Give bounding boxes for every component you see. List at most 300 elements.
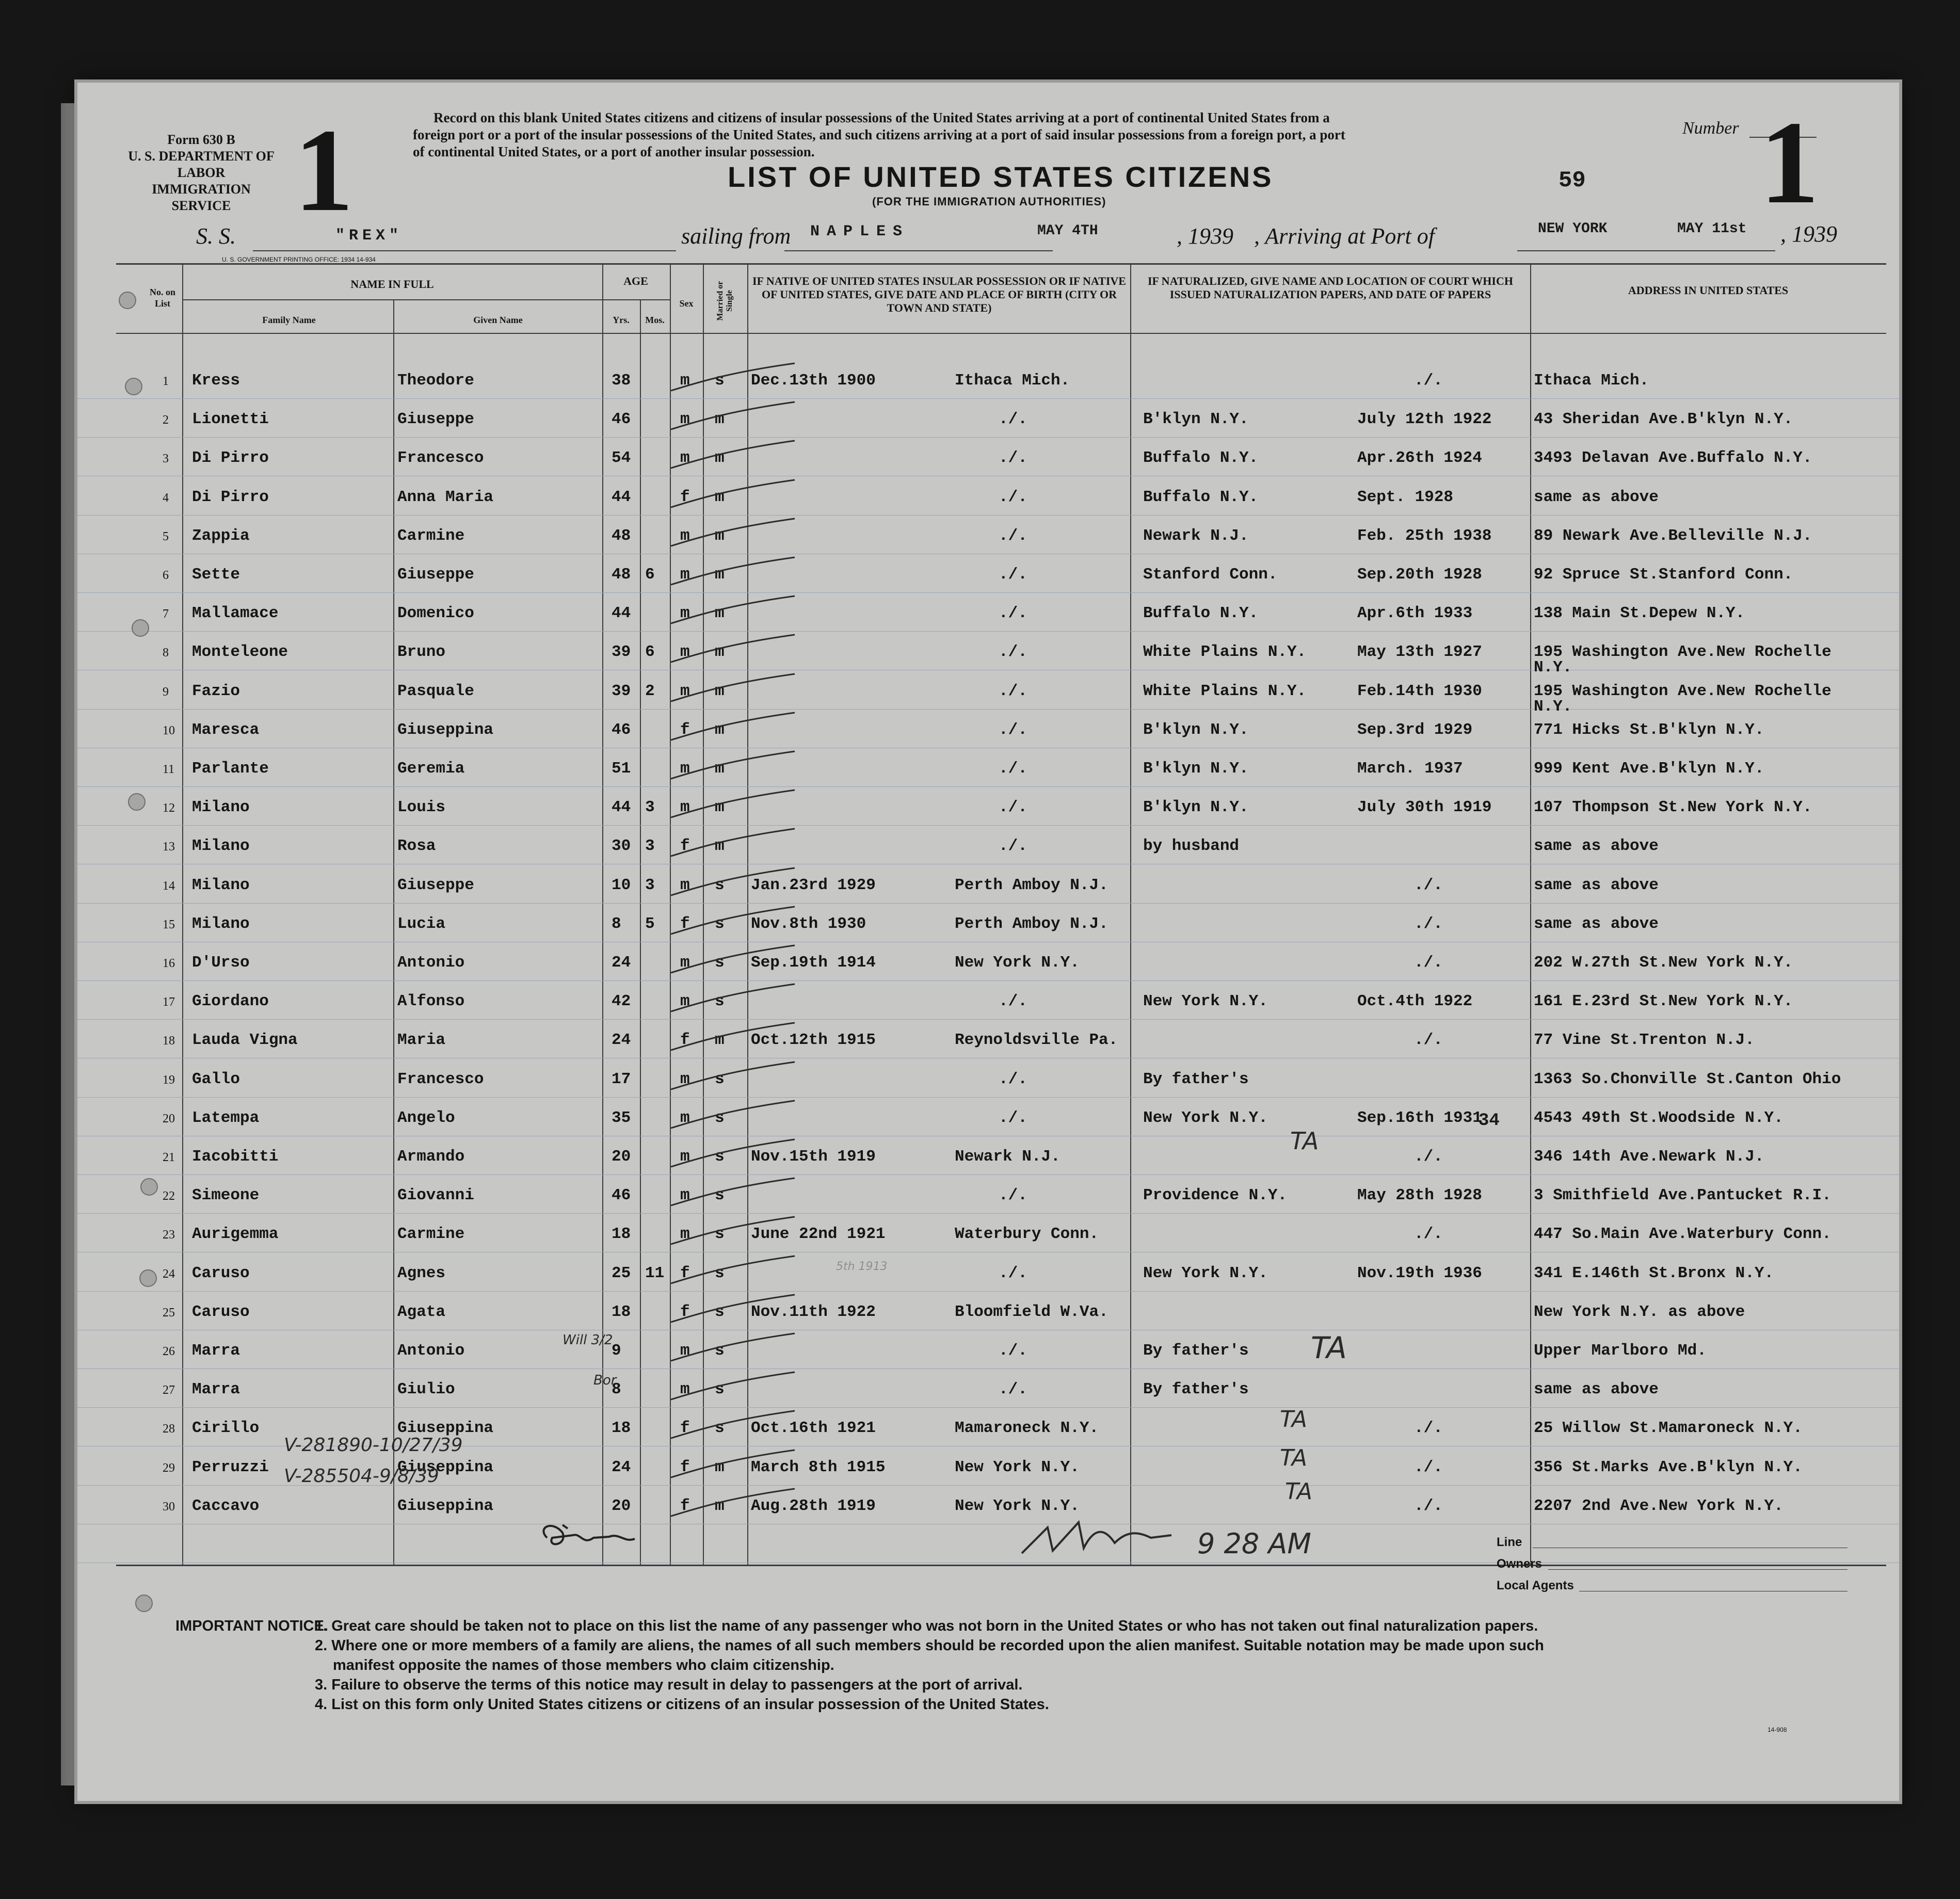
naturalization-date: ./. bbox=[1414, 1031, 1443, 1050]
birth-date: Oct.12th 1915 bbox=[751, 1031, 876, 1050]
marital-status: m bbox=[715, 526, 725, 545]
check-tick-mark bbox=[666, 750, 800, 781]
given-name: Carmine bbox=[397, 526, 465, 545]
given-name: Louis bbox=[397, 798, 446, 817]
form-info bbox=[124, 132, 279, 214]
sex: f bbox=[680, 720, 690, 739]
naturalization-court: By father's bbox=[1143, 1070, 1249, 1088]
given-name: Giuseppe bbox=[397, 410, 474, 429]
age-months: 5 bbox=[645, 914, 655, 933]
naturalization-date: ./. bbox=[1414, 1225, 1443, 1244]
birth-date: Aug.28th 1919 bbox=[751, 1496, 876, 1515]
sex: m bbox=[680, 643, 690, 662]
us-address: 2207 2nd Ave.New York N.Y. bbox=[1534, 1496, 1784, 1515]
row-number: 7 bbox=[163, 607, 169, 621]
ta-mark-row29: TA bbox=[1280, 1445, 1307, 1471]
marital-status: s bbox=[715, 1302, 725, 1321]
age-months: 6 bbox=[645, 566, 655, 584]
marital-status: m bbox=[715, 798, 725, 817]
given-name: Giuseppe bbox=[397, 876, 474, 894]
sex: m bbox=[680, 449, 690, 468]
birth-place: ./. bbox=[999, 488, 1027, 506]
notice-heading: IMPORTANT NOTICE. bbox=[175, 1618, 328, 1634]
birth-place: ./. bbox=[999, 682, 1027, 700]
punch-hole bbox=[135, 1595, 153, 1612]
table-row bbox=[77, 1264, 1899, 1303]
table-header-rule bbox=[116, 333, 1886, 334]
naturalization-date: ./. bbox=[1414, 876, 1443, 894]
check-tick-mark bbox=[666, 1410, 800, 1441]
local-agents-label: Local Agents bbox=[1497, 1579, 1574, 1592]
marital-status: s bbox=[715, 1186, 725, 1205]
row-number: 10 bbox=[163, 723, 175, 737]
check-tick-mark bbox=[666, 789, 800, 820]
us-address: 447 So.Main Ave.Waterbury Conn. bbox=[1534, 1225, 1832, 1244]
naturalization-date: July 30th 1919 bbox=[1357, 798, 1492, 817]
naturalization-court: New York N.Y. bbox=[1143, 1264, 1268, 1282]
col-head-address: ADDRESS IN UNITED STATES bbox=[1628, 284, 1789, 297]
us-address: same as above bbox=[1534, 876, 1659, 894]
birth-date: March 8th 1915 bbox=[751, 1458, 886, 1476]
check-tick-mark bbox=[666, 867, 800, 898]
sex: m bbox=[680, 798, 690, 817]
birth-place: ./. bbox=[999, 798, 1027, 817]
check-tick-mark bbox=[666, 983, 800, 1014]
departure-date: MAY 4TH bbox=[1037, 223, 1098, 239]
col-head-age: AGE bbox=[623, 275, 648, 287]
us-address: 25 Willow St.Mamaroneck N.Y. bbox=[1534, 1419, 1803, 1438]
table-row bbox=[77, 1109, 1899, 1148]
family-name: Monteleone bbox=[192, 643, 288, 662]
check-tick-mark bbox=[666, 1216, 800, 1247]
row-number: 1 bbox=[163, 375, 169, 388]
service: IMMIGRATION SERVICE bbox=[152, 182, 251, 213]
naturalization-court: New York N.Y. bbox=[1143, 992, 1268, 1011]
check-tick-mark bbox=[666, 1294, 800, 1325]
age-years: 54 bbox=[612, 449, 631, 468]
sailing-from: NAPLES bbox=[810, 223, 910, 240]
us-address: same as above bbox=[1534, 837, 1659, 856]
birth-place: Ithaca Mich. bbox=[955, 372, 1070, 390]
big-number-right: 1 bbox=[1760, 96, 1819, 228]
sex: m bbox=[680, 1148, 690, 1166]
birth-place: ./. bbox=[999, 837, 1027, 856]
row-number: 21 bbox=[163, 1151, 175, 1164]
given-name: Giuseppe bbox=[397, 566, 474, 584]
row-number: 28 bbox=[163, 1422, 175, 1436]
department: U. S. DEPARTMENT OF LABOR bbox=[128, 149, 275, 180]
table-row bbox=[77, 488, 1899, 527]
table-row bbox=[77, 837, 1899, 876]
check-tick-mark bbox=[666, 1100, 800, 1131]
us-address: 4543 49th St.Woodside N.Y. bbox=[1534, 1108, 1784, 1127]
given-name: Maria bbox=[397, 1031, 446, 1050]
given-name: Giulio bbox=[397, 1380, 455, 1399]
check-tick-mark bbox=[666, 1371, 800, 1402]
age-years: 18 bbox=[612, 1419, 631, 1438]
check-tick-mark bbox=[666, 906, 800, 937]
us-address: 77 Vine St.Trenton N.J. bbox=[1534, 1031, 1755, 1050]
family-name: Milano bbox=[192, 798, 250, 817]
naturalization-court: B'klyn N.Y. bbox=[1143, 720, 1249, 739]
us-address: same as above bbox=[1534, 488, 1659, 506]
ta-mark-row30: TA bbox=[1285, 1478, 1312, 1505]
birth-place: ./. bbox=[999, 1070, 1027, 1088]
big-number-left: 1 bbox=[294, 104, 354, 236]
sex: m bbox=[680, 372, 690, 390]
marital-status: s bbox=[715, 372, 725, 390]
naturalization-court: By father's bbox=[1143, 1342, 1249, 1360]
family-name: Marra bbox=[192, 1380, 240, 1399]
age-months: 3 bbox=[645, 798, 655, 817]
table-row bbox=[77, 1070, 1899, 1109]
marital-status: m bbox=[715, 643, 725, 662]
table-row bbox=[77, 1342, 1899, 1380]
given-name: Alfonso bbox=[397, 992, 465, 1011]
notice-item-3: 3. Failure to observe the terms of this notice may result in delay to passengers at the port of arrival. bbox=[315, 1677, 1023, 1693]
birth-date: Oct.16th 1921 bbox=[751, 1419, 876, 1438]
row27-handwritten-note: Bor bbox=[593, 1373, 617, 1388]
check-tick-mark bbox=[666, 595, 800, 626]
table-row bbox=[77, 604, 1899, 643]
us-address: 771 Hicks St.B'klyn N.Y. bbox=[1534, 720, 1764, 739]
marital-status: s bbox=[715, 954, 725, 972]
row-number: 2 bbox=[163, 413, 169, 427]
given-name: Francesco bbox=[397, 449, 484, 468]
row-number: 19 bbox=[163, 1073, 175, 1087]
given-name: Armando bbox=[397, 1148, 465, 1166]
given-name: Giuseppina bbox=[397, 1419, 494, 1438]
birth-place: New York N.Y. bbox=[955, 954, 1080, 972]
family-name: Cirillo bbox=[192, 1419, 260, 1438]
row-number: 27 bbox=[163, 1383, 175, 1397]
col-head-naturalized: IF NATURALIZED, GIVE NAME AND LOCATION OF COURT WHICH ISSUED NATURALIZATION PAPERS, AND DATE OF PAPERS bbox=[1148, 275, 1513, 301]
check-tick-mark bbox=[666, 673, 800, 704]
us-address: same as above bbox=[1534, 914, 1659, 933]
naturalization-court: New York N.Y. bbox=[1143, 1108, 1268, 1127]
table-row bbox=[77, 1225, 1899, 1264]
check-tick-mark bbox=[666, 440, 800, 471]
row-number: 3 bbox=[163, 452, 169, 466]
age-years: 20 bbox=[612, 1496, 631, 1515]
table-row bbox=[77, 527, 1899, 566]
birth-date: Dec.13th 1900 bbox=[751, 372, 876, 390]
check-tick-mark bbox=[666, 401, 800, 432]
family-name: Latempa bbox=[192, 1108, 260, 1127]
punch-hole bbox=[119, 292, 136, 309]
sex: m bbox=[680, 1225, 690, 1244]
birth-date: Nov.15th 1919 bbox=[751, 1148, 876, 1166]
birth-place: Bloomfield W.Va. bbox=[955, 1302, 1108, 1321]
sex: m bbox=[680, 526, 690, 545]
ta-mark-row28: TA bbox=[1280, 1406, 1307, 1433]
sex: m bbox=[680, 1380, 690, 1399]
table-row bbox=[77, 1148, 1899, 1186]
us-address: Upper Marlboro Md. bbox=[1534, 1342, 1707, 1360]
row-number: 11 bbox=[163, 763, 175, 776]
age-years: 25 bbox=[612, 1264, 631, 1282]
time-note: 9 28 AM bbox=[1197, 1527, 1311, 1560]
family-name: Parlante bbox=[192, 760, 269, 778]
table-row bbox=[77, 798, 1899, 837]
birth-place: Newark N.J. bbox=[955, 1148, 1061, 1166]
marital-status: m bbox=[715, 604, 725, 623]
check-tick-mark bbox=[666, 362, 800, 393]
sex: m bbox=[680, 876, 690, 894]
us-address: New York N.Y. as above bbox=[1534, 1302, 1745, 1321]
age-years: 24 bbox=[612, 1458, 631, 1476]
us-address: 138 Main St.Depew N.Y. bbox=[1534, 604, 1745, 623]
naturalization-court: Stanford Conn. bbox=[1143, 566, 1278, 584]
table-row bbox=[77, 1031, 1899, 1070]
us-address-continued: N.Y. bbox=[1534, 658, 1572, 677]
page-marker: 59 bbox=[1559, 168, 1586, 194]
table-row bbox=[77, 566, 1899, 604]
table-row bbox=[77, 760, 1899, 798]
marital-status: m bbox=[715, 449, 725, 468]
row-number: 5 bbox=[163, 529, 169, 543]
family-name: Zappia bbox=[192, 526, 250, 545]
naturalization-date: Feb.14th 1930 bbox=[1357, 682, 1482, 700]
row-number: 8 bbox=[163, 646, 169, 660]
punch-hole bbox=[125, 378, 142, 395]
page-title: LIST OF UNITED STATES CITIZENS bbox=[728, 160, 1274, 193]
row-number: 20 bbox=[163, 1112, 175, 1125]
birth-place: ./. bbox=[999, 1108, 1027, 1127]
given-name: Giuseppina bbox=[397, 1458, 494, 1476]
table-row bbox=[77, 1497, 1899, 1536]
given-name: Theodore bbox=[397, 372, 474, 390]
sex: m bbox=[680, 604, 690, 623]
row-number: 16 bbox=[163, 957, 175, 970]
check-tick-mark bbox=[666, 634, 800, 665]
us-address: 195 Washington Ave.New Rochelle bbox=[1534, 682, 1832, 700]
family-name: Iacobitti bbox=[192, 1148, 279, 1166]
marital-status: m bbox=[715, 566, 725, 584]
marital-status: s bbox=[715, 1419, 725, 1438]
punch-hole bbox=[128, 793, 146, 811]
table-row bbox=[77, 410, 1899, 449]
notice-item-2b: manifest opposite the names of those members who claim citizenship. bbox=[333, 1657, 834, 1673]
sex: f bbox=[680, 1458, 690, 1476]
given-name: Francesco bbox=[397, 1070, 484, 1088]
marital-status: m bbox=[715, 1031, 725, 1050]
table-row bbox=[77, 721, 1899, 760]
us-address: 107 Thompson St.New York N.Y. bbox=[1534, 798, 1812, 817]
col-head-name: NAME IN FULL bbox=[350, 278, 434, 291]
marital-status: s bbox=[715, 1070, 725, 1088]
check-tick-mark bbox=[666, 479, 800, 510]
sex: f bbox=[680, 1419, 690, 1438]
check-tick-mark bbox=[666, 1332, 800, 1363]
intro-line-3: of continental United States, or a port of another insular possession. bbox=[413, 144, 815, 159]
age-years: 8 bbox=[612, 914, 621, 933]
row-number: 15 bbox=[163, 918, 175, 931]
birth-place: Reynoldsville Pa. bbox=[955, 1031, 1118, 1050]
age-years: 48 bbox=[612, 526, 631, 545]
age-years: 8 bbox=[612, 1380, 621, 1399]
check-tick-mark bbox=[666, 1449, 800, 1480]
family-name: D'Urso bbox=[192, 954, 250, 972]
check-tick-mark bbox=[666, 518, 800, 549]
naturalization-court: B'klyn N.Y. bbox=[1143, 760, 1249, 778]
col-head-no: No. on List bbox=[149, 287, 175, 309]
col-head-family: Family Name bbox=[262, 315, 316, 325]
age-months: 3 bbox=[645, 876, 655, 894]
birth-place: ./. bbox=[999, 720, 1027, 739]
marital-status: s bbox=[715, 1225, 725, 1244]
given-name: Bruno bbox=[397, 643, 446, 662]
table-row bbox=[77, 372, 1899, 410]
row-number: 6 bbox=[163, 569, 169, 582]
sex: m bbox=[680, 1186, 690, 1205]
col-head-mos: Mos. bbox=[645, 315, 665, 325]
age-months: 11 bbox=[645, 1264, 665, 1282]
family-name: Caruso bbox=[192, 1264, 250, 1282]
marital-status: m bbox=[715, 760, 725, 778]
birth-place: ./. bbox=[999, 760, 1027, 778]
family-name: Simeone bbox=[192, 1186, 260, 1205]
sailing-underline bbox=[784, 250, 1053, 251]
birth-date: June 22nd 1921 bbox=[751, 1225, 886, 1244]
table-row bbox=[77, 682, 1899, 721]
age-years: 48 bbox=[612, 566, 631, 584]
marital-status: s bbox=[715, 1108, 725, 1127]
given-name: Agata bbox=[397, 1302, 446, 1321]
marital-status: s bbox=[715, 1380, 725, 1399]
officer-signature-scribble bbox=[1017, 1507, 1223, 1564]
age-months: 3 bbox=[645, 837, 655, 856]
row-number: 24 bbox=[163, 1267, 175, 1281]
age-months: 2 bbox=[645, 682, 655, 700]
row-number: 29 bbox=[163, 1461, 175, 1475]
visa-note-1: V-281890-10/27/39 bbox=[284, 1435, 463, 1456]
naturalization-date: Feb. 25th 1938 bbox=[1357, 526, 1492, 545]
age-years: 10 bbox=[612, 876, 631, 894]
birth-place: New York N.Y. bbox=[955, 1496, 1080, 1515]
intro-line-2: foreign port or a port of the insular possessions of the United States, and such citizens arriving at a port of said insular possessions from a foreign port, a port bbox=[413, 127, 1345, 142]
sex: f bbox=[680, 1496, 690, 1515]
arriving-label: , Arriving at Port of bbox=[1254, 223, 1435, 249]
row-number: 26 bbox=[163, 1345, 175, 1358]
birth-place: ./. bbox=[999, 1186, 1027, 1205]
naturalization-date: Sept. 1928 bbox=[1357, 488, 1454, 506]
naturalization-date: Nov.19th 1936 bbox=[1357, 1264, 1482, 1282]
family-name: Di Pirro bbox=[192, 449, 269, 468]
visa-note-2: V-285504-9/8/39 bbox=[284, 1466, 439, 1487]
line-label: Line bbox=[1497, 1535, 1522, 1549]
family-name: Caruso bbox=[192, 1302, 250, 1321]
age-years: 30 bbox=[612, 837, 631, 856]
naturalization-date: Apr.26th 1924 bbox=[1357, 449, 1482, 468]
check-tick-mark bbox=[666, 1061, 800, 1092]
age-years: 46 bbox=[612, 1186, 631, 1205]
given-name: Angelo bbox=[397, 1108, 455, 1127]
given-name: Giovanni bbox=[397, 1186, 474, 1205]
naturalization-date: ./. bbox=[1414, 1148, 1443, 1166]
notice-item-4: 4. List on this form only United States citizens or citizens of an insular possession of the United States. bbox=[315, 1696, 1049, 1713]
age-years: 44 bbox=[612, 604, 631, 623]
given-name: Geremia bbox=[397, 760, 465, 778]
age-years: 9 bbox=[612, 1342, 621, 1360]
arrival-year: , 1939 bbox=[1780, 221, 1837, 247]
sex: m bbox=[680, 760, 690, 778]
birth-place: ./. bbox=[999, 449, 1027, 468]
sex: f bbox=[680, 914, 690, 933]
family-name: Marra bbox=[192, 1342, 240, 1360]
inspector-initials-stamp bbox=[532, 1517, 769, 1558]
punch-hole bbox=[132, 619, 149, 637]
name-age-subrule bbox=[182, 299, 670, 300]
ta-mark-row19: TA bbox=[1290, 1127, 1319, 1155]
col-head-given: Given Name bbox=[473, 315, 523, 325]
naturalization-date: July 12th 1922 bbox=[1357, 410, 1492, 429]
age-years: 39 bbox=[612, 643, 631, 662]
age-years: 46 bbox=[612, 720, 631, 739]
table-row bbox=[77, 992, 1899, 1031]
ss-label: S. S. bbox=[196, 223, 236, 249]
check-tick-mark bbox=[666, 828, 800, 859]
marital-status: m bbox=[715, 682, 725, 700]
birth-place: ./. bbox=[999, 410, 1027, 429]
naturalization-date: ./. bbox=[1414, 372, 1443, 390]
sex: f bbox=[680, 488, 690, 506]
table-row bbox=[77, 449, 1899, 488]
number-label: Number bbox=[1682, 119, 1739, 138]
notice-item-2a: 2. Where one or more members of a family are aliens, the names of all such members should be recorded upon the alien manifest. Suitable notation may be made upon such bbox=[315, 1637, 1544, 1654]
family-name: Lionetti bbox=[192, 410, 269, 429]
birth-place: New York N.Y. bbox=[955, 1458, 1080, 1476]
arrival-port: NEW YORK bbox=[1538, 221, 1608, 237]
naturalization-court: Buffalo N.Y. bbox=[1143, 604, 1259, 623]
marital-status: s bbox=[715, 1264, 725, 1282]
age-years: 44 bbox=[612, 488, 631, 506]
us-address: 346 14th Ave.Newark N.J. bbox=[1534, 1148, 1764, 1166]
sailing-from-label: sailing from bbox=[681, 223, 791, 249]
age-years: 24 bbox=[612, 1031, 631, 1050]
arrival-underline bbox=[1517, 250, 1775, 251]
us-address: 1363 So.Chonville St.Canton Ohio bbox=[1534, 1070, 1841, 1088]
row18-extra-number: 34 bbox=[1479, 1111, 1500, 1131]
page-subtitle: (FOR THE IMMIGRATION AUTHORITIES) bbox=[872, 195, 1106, 208]
marital-status: m bbox=[715, 488, 725, 506]
table-row bbox=[77, 1380, 1899, 1419]
table-row bbox=[77, 1186, 1899, 1225]
row-number: 23 bbox=[163, 1228, 175, 1242]
naturalization-date: May 13th 1927 bbox=[1357, 643, 1482, 662]
row-number: 18 bbox=[163, 1034, 175, 1048]
naturalization-court: B'klyn N.Y. bbox=[1143, 798, 1249, 817]
naturalization-date: Sep.20th 1928 bbox=[1357, 566, 1482, 584]
row24-faint-text: 5th 1913 bbox=[836, 1260, 888, 1273]
family-name: Milano bbox=[192, 876, 250, 894]
naturalization-court: Newark N.J. bbox=[1143, 526, 1249, 545]
family-name: Perruzzi bbox=[192, 1458, 269, 1476]
birth-place: ./. bbox=[999, 604, 1027, 623]
given-name: Rosa bbox=[397, 837, 436, 856]
age-years: 18 bbox=[612, 1302, 631, 1321]
check-tick-mark bbox=[666, 1138, 800, 1169]
naturalization-date: Sep.3rd 1929 bbox=[1357, 720, 1473, 739]
age-years: 42 bbox=[612, 992, 631, 1011]
intro-text bbox=[413, 109, 1662, 160]
manifest-sheet bbox=[77, 83, 1899, 1801]
naturalization-date: Oct.4th 1922 bbox=[1357, 992, 1473, 1011]
us-address: 89 Newark Ave.Belleville N.J. bbox=[1534, 526, 1812, 545]
check-tick-mark bbox=[666, 1255, 800, 1286]
table-row bbox=[77, 876, 1899, 915]
family-name: Di Pirro bbox=[192, 488, 269, 506]
